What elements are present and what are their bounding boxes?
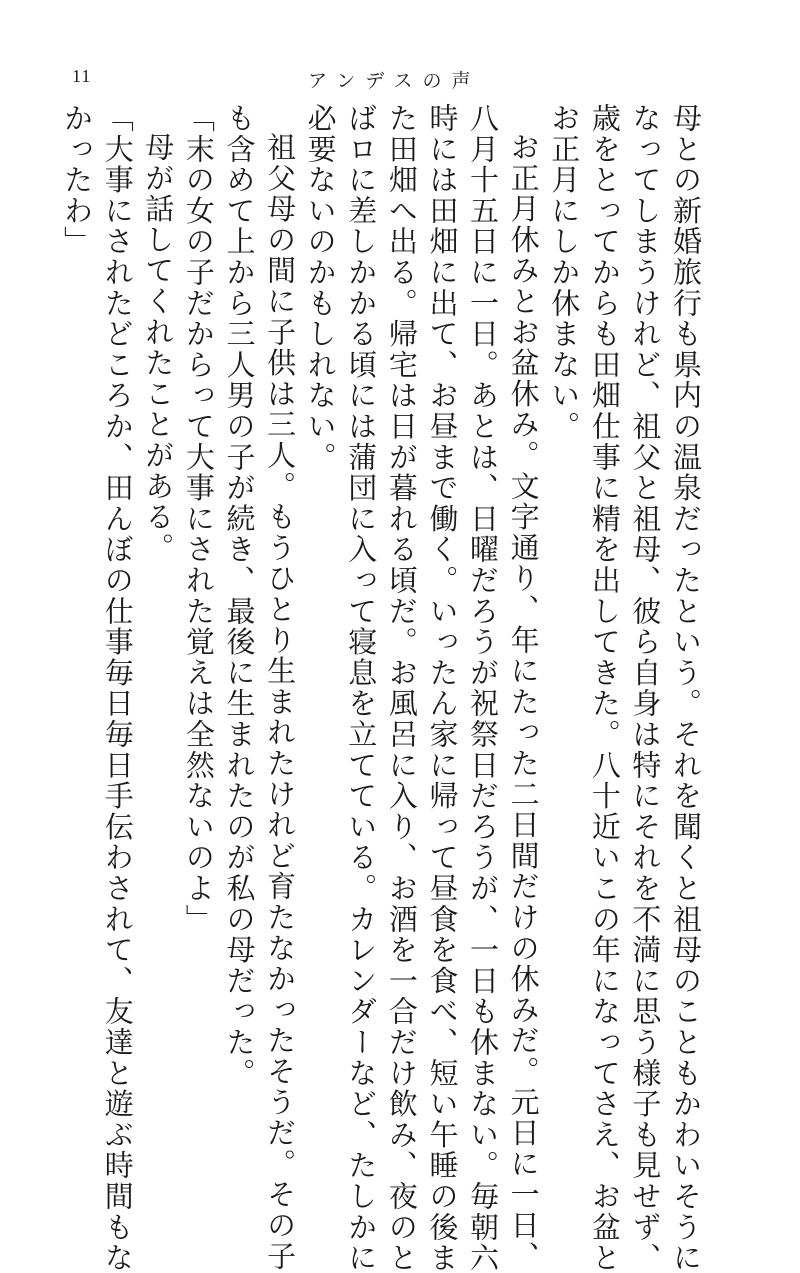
text-line: も含めて上から三人男の子が続き、最後に生まれたのが私の母だった。 bbox=[222, 103, 257, 1089]
running-head-title: アンデスの声 bbox=[308, 70, 481, 92]
text-line: ばロに差しかかる頃には蒲団に入って寝息を立てている。カレンダーなど、たしかに bbox=[344, 103, 379, 1273]
page-number: 11 bbox=[72, 66, 92, 86]
text-line: 「大事にされたどころか、田んぼの仕事毎日毎日手伝わされて、友達と遊ぶ時間もな bbox=[100, 103, 135, 1273]
text-line: 母との新婚旅行も県内の温泉だったという。それを聞くと祖母のこともかわいそうに bbox=[669, 103, 703, 1273]
text-line: 歳をとってからも田畑仕事に精を出してきた。八十近いこの年になってさえ、お盆と bbox=[587, 103, 622, 1273]
text-line: お正月にしか休まない。 bbox=[547, 103, 582, 442]
text-line: 祖父母の間に子供は三人。もうひとり生まれたけれど育たなかったそうだ。その子 bbox=[263, 132, 298, 1272]
text-line: なってしまうけれど、祖父と祖母、彼ら自身は特にそれを不満に思う様子も見せず、 bbox=[628, 103, 663, 1273]
text-line: 必要ないのかもしれない。 bbox=[303, 103, 338, 473]
text-line: 「末の女の子だからって大事にされた覚えは全然ないのよ」 bbox=[181, 103, 216, 935]
text-line: 八月十五日に一日。あとは、日曜だろうが祝祭日だろうが、一日も休まない。毎朝六 bbox=[466, 103, 501, 1273]
text-line: かったわ」 bbox=[60, 103, 95, 257]
text-line: た田畑へ出る。帰宅は日が暮れる頃だ。お風呂に入り、お酒を一合だけ飲み、夜のと bbox=[384, 103, 419, 1273]
text-line: お正月休みとお盆休み。文字通り、年にたった二日間だけの休みだ。元日に一日、 bbox=[506, 132, 541, 1272]
vertical-body-text bbox=[57, 103, 707, 1273]
text-line: 時には田畑に出て、お昼まで働く。いったん家に帰って昼食を食べ、短い午睡の後ま bbox=[425, 103, 460, 1273]
text-line: 母が話してくれたことがある。 bbox=[141, 132, 176, 564]
